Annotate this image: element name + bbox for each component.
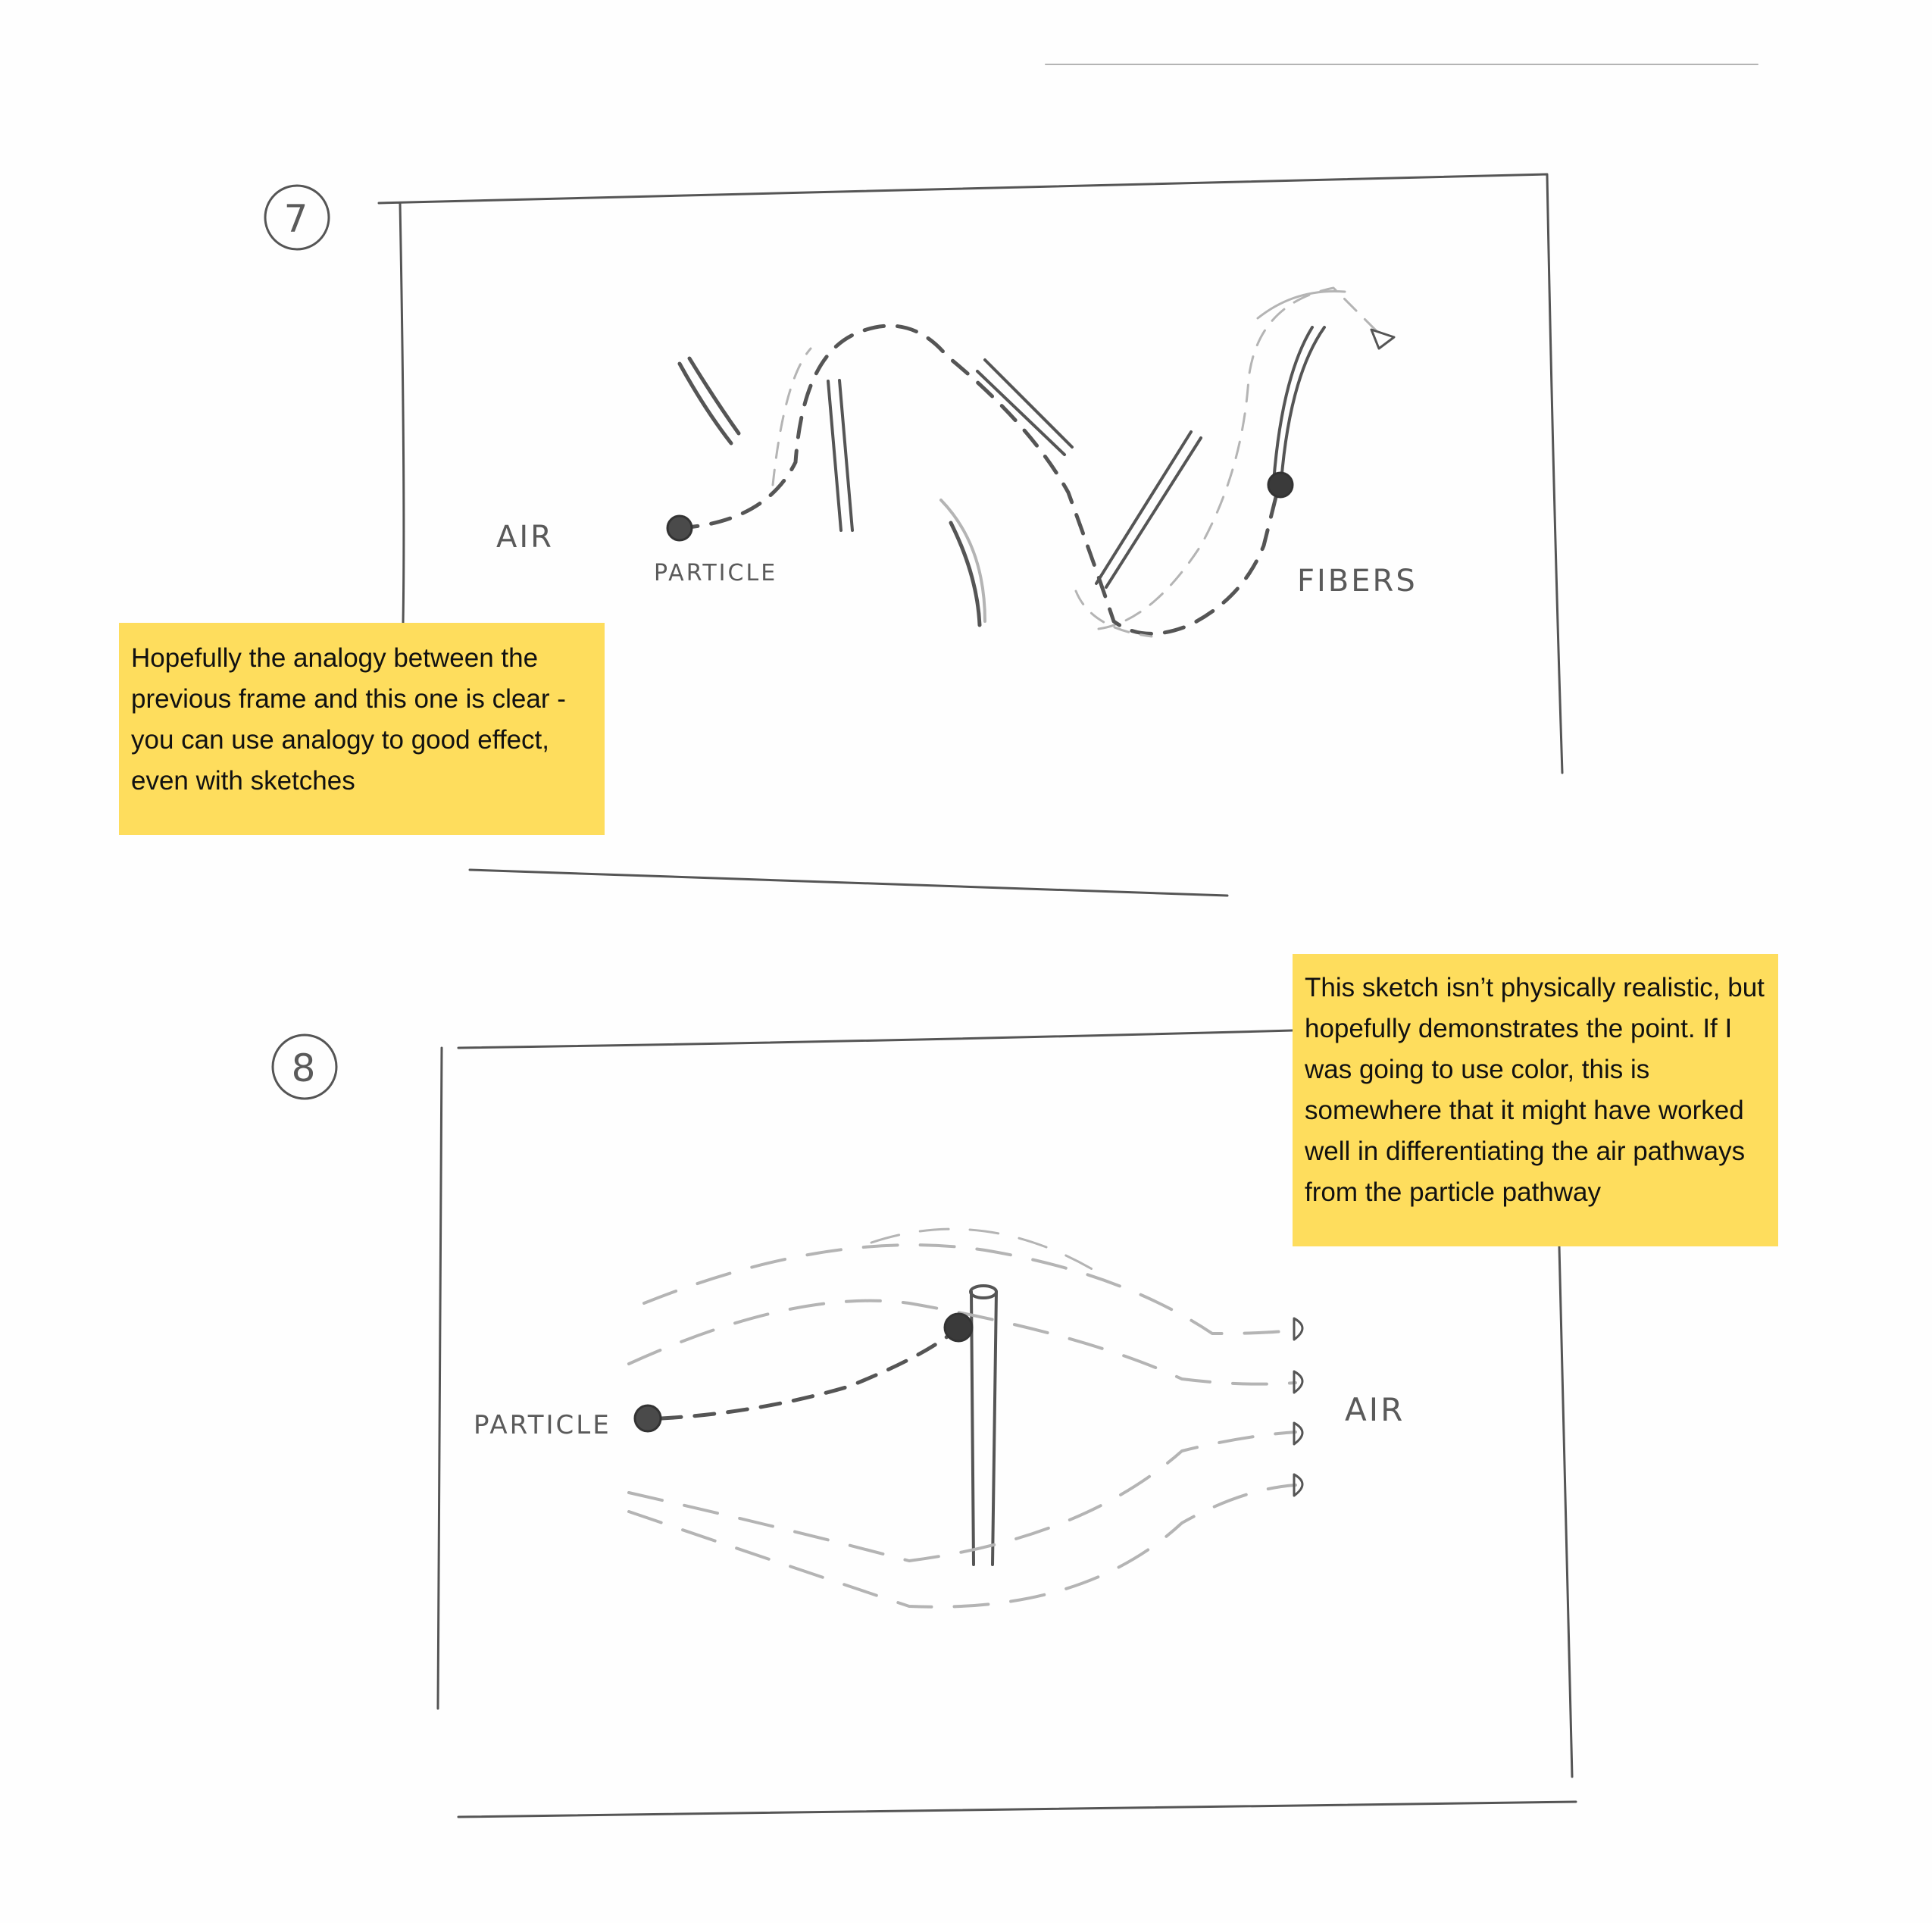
fiber	[1258, 291, 1345, 318]
frame-8-air-streamlines	[629, 1229, 1296, 1607]
frame-7-label-particle: PARTICLE	[654, 560, 778, 586]
fiber	[977, 360, 1072, 455]
frame-7-label-fibers: FIBERS	[1297, 564, 1418, 599]
fiber	[680, 364, 731, 443]
frame-8-label-particle: PARTICLE	[474, 1410, 611, 1440]
fiber	[951, 523, 980, 625]
frame-8-fiber	[971, 1286, 996, 1565]
frame-8-label-air: AIR	[1345, 1391, 1405, 1428]
frame-8-particle-captured	[945, 1314, 972, 1341]
frame-8-particle	[635, 1406, 661, 1431]
frame-7-particle-captured	[1268, 473, 1293, 497]
frame-7-particle	[667, 516, 692, 540]
fiber	[828, 380, 852, 530]
frame-8-number: 8	[291, 1046, 318, 1090]
frame-8-particle-path	[661, 1330, 956, 1418]
frame-7-fibers	[680, 291, 1345, 625]
fiber	[1273, 327, 1324, 492]
sticky-note-frame-7: Hopefully the analogy between the previous frame and this one is clear - you can use analogy to good effect, even with sketches	[119, 623, 605, 835]
frame-7-number: 7	[283, 197, 311, 241]
frame-7-arrow-head	[1371, 330, 1394, 349]
frame-7-label-air: AIR	[496, 520, 554, 555]
sticky-note-frame-8: This sketch isn’t physically realistic, but hopefully demonstrates the point. If I was going to use color, this is somewhere that it might have worked well in differentiating the air pathways from the particle pathway	[1293, 954, 1778, 1246]
frame-8-arrow-heads	[1294, 1318, 1302, 1496]
fiber	[1096, 432, 1201, 587]
